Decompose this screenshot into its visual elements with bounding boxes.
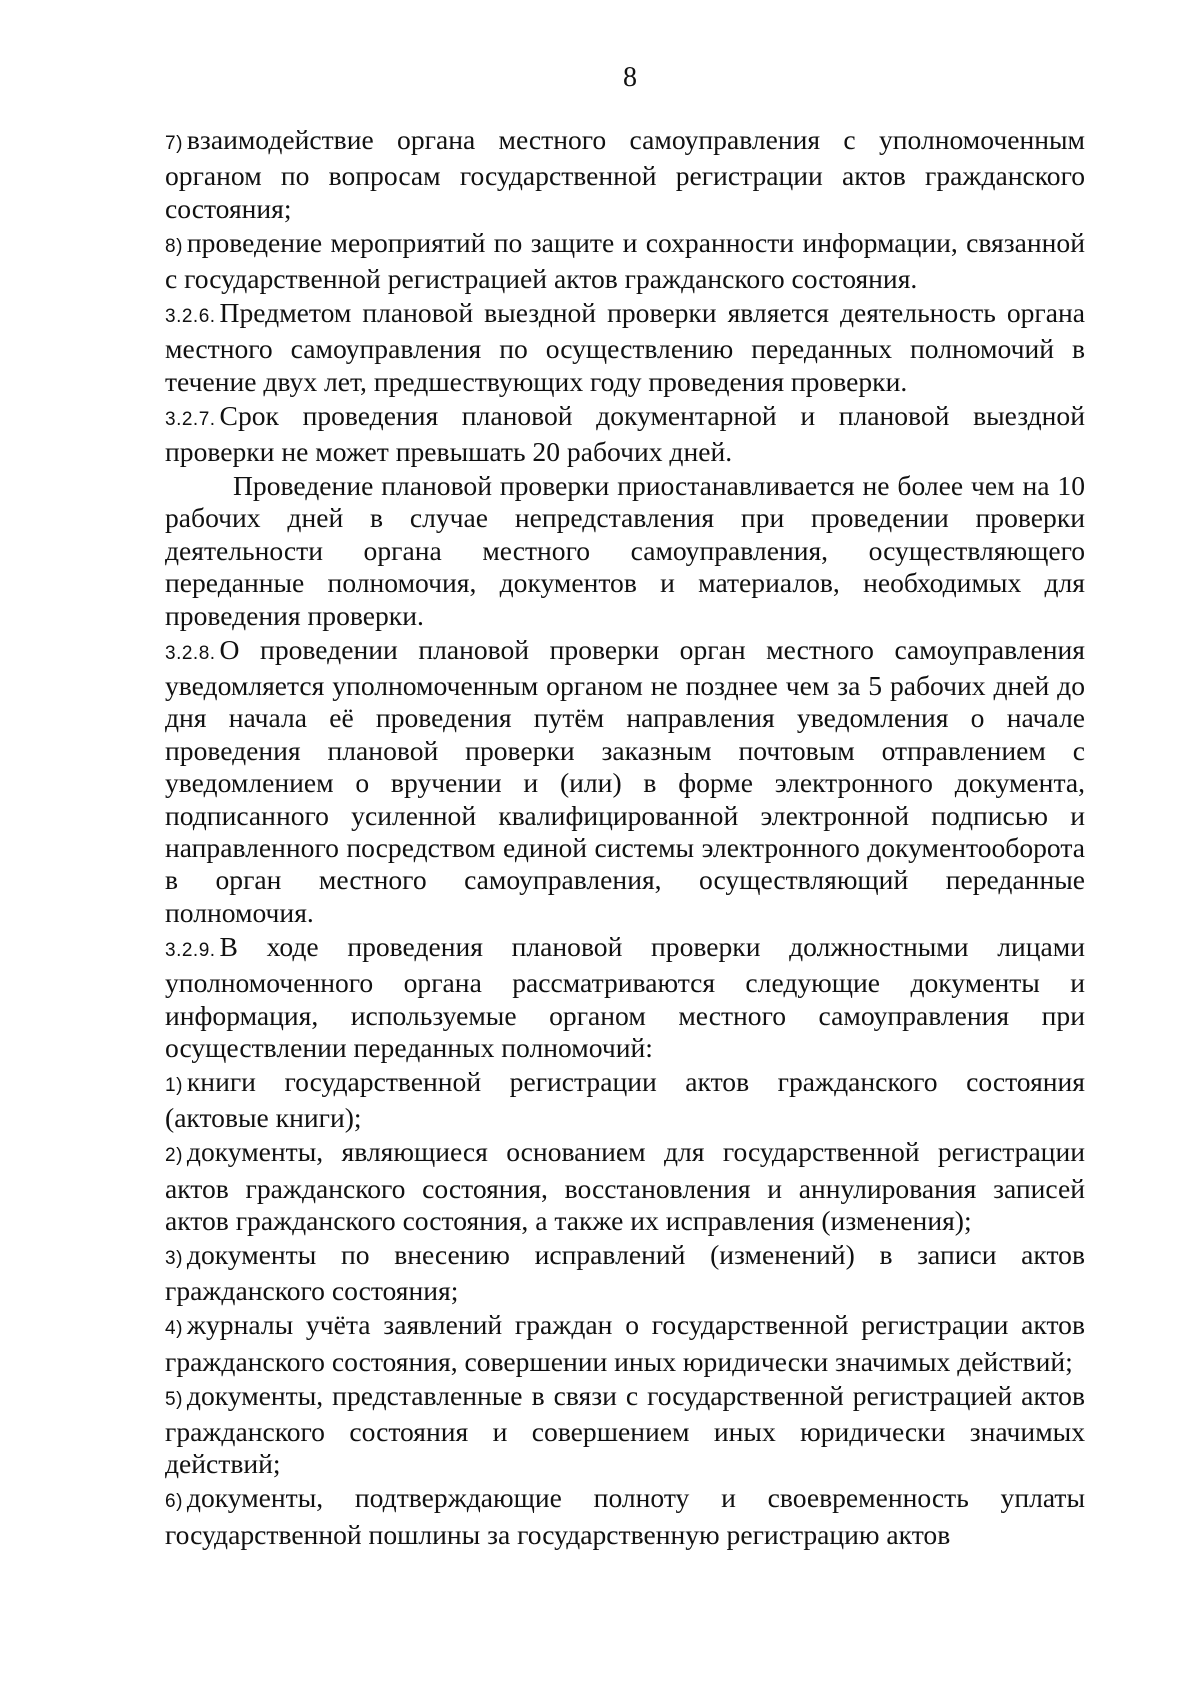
list-item-4 [165,1309,1085,1378]
item-number: 7) [165,133,183,154]
item-text: документы, подтверждающие полноту и своевременность уплаты государственной пошлины за государственную регистрацию актов [165,1482,1085,1550]
clause-3-2-9 [165,931,1085,1065]
document-body [165,124,1085,1553]
item-number: 1) [165,1074,183,1096]
clause-text: В ходе проведения плановой проверки должностными лицами уполномоченного органа рассматриваются следующие документы и информация, используемые органом местного самоуправления при осуществлении переданных полномочий: [165,930,1085,1063]
clause-text: О проведении плановой проверки орган местного самоуправления уведомляется уполномоченным органом не позднее чем за 5 рабочих дней до дня начала её проведения путём направления уведомления о начале проведения плановой проверки заказным почтовым отправлением с уведомлением о вручении и (или) в форме электронного документа, подписанного усиленной квалифицированной электронной подписью и направленного посредством единой системы электронного документооборота в орган местного самоуправления, осуществляющий переданные полномочия. [165,633,1085,928]
item-number: 5) [165,1388,183,1410]
item-text: книги государственной регистрации актов гражданского состояния (актовые книги); [165,1065,1085,1134]
paragraph-suspension [165,470,1085,632]
clause-text: Предметом плановой выездной проверки является деятельность органа местного самоуправления по осуществлению переданных полномочий в течение двух лет, предшествующих году проведения проверки. [165,297,1085,397]
item-text: документы, представленные в связи с государственной регистрацией актов гражданского состояния и совершением иных юридически значимых действий; [165,1379,1085,1480]
clause-3-2-7 [165,400,1085,469]
item-text: документы по внесению исправлений (изменений) в записи актов гражданского состояния; [165,1238,1085,1307]
page-number: 8 [623,62,637,93]
clause-number: 3.2.9. [165,939,216,961]
list-item-1 [165,1066,1085,1135]
item-text: журналы учёта заявлений граждан о государственной регистрации актов гражданского состояния, совершении иных юридически значимых действий; [165,1309,1085,1377]
list-item-8 [165,227,1085,296]
clause-number: 3.2.8. [165,642,216,664]
clause-number: 3.2.6. [165,306,216,328]
list-item-3 [165,1239,1085,1308]
clause-text: Срок проведения плановой документарной и плановой выездной проверки не может превышать 20 рабочих дней. [165,399,1085,468]
list-item-5 [165,1380,1085,1481]
paragraph-text: Проведение плановой проверки приостанавливается не более чем на 10 рабочих дней в случае непредставления при проведении проверки деятельности органа местного самоуправления, осуществляющего переданные полномочия, документов и материалов, необходимых для проведения проверки. [165,470,1085,631]
item-number: 3) [165,1247,183,1269]
item-number: 6) [165,1491,183,1513]
item-text: взаимодействие органа местного самоуправления с уполномоченным органом по вопросам государственной регистрации актов гражданского состояния; [165,124,1085,224]
clause-3-2-8 [165,634,1085,930]
item-number: 2) [165,1145,183,1167]
item-text: проведение мероприятий по защите и сохранности информации, связанной с государственной регистрацией актов гражданского состояния. [165,226,1085,295]
clause-3-2-6 [165,297,1085,398]
item-number: 4) [165,1318,183,1340]
list-item-6 [165,1482,1085,1551]
list-item-7 [165,124,1085,225]
item-number: 8) [165,235,183,257]
list-item-2 [165,1136,1085,1237]
item-text: документы, являющиеся основанием для государственной регистрации актов гражданского состояния, восстановления и аннулирования записей актов гражданского состояния, а также их исправления (изменения); [165,1136,1085,1236]
clause-number: 3.2.7. [165,408,216,430]
